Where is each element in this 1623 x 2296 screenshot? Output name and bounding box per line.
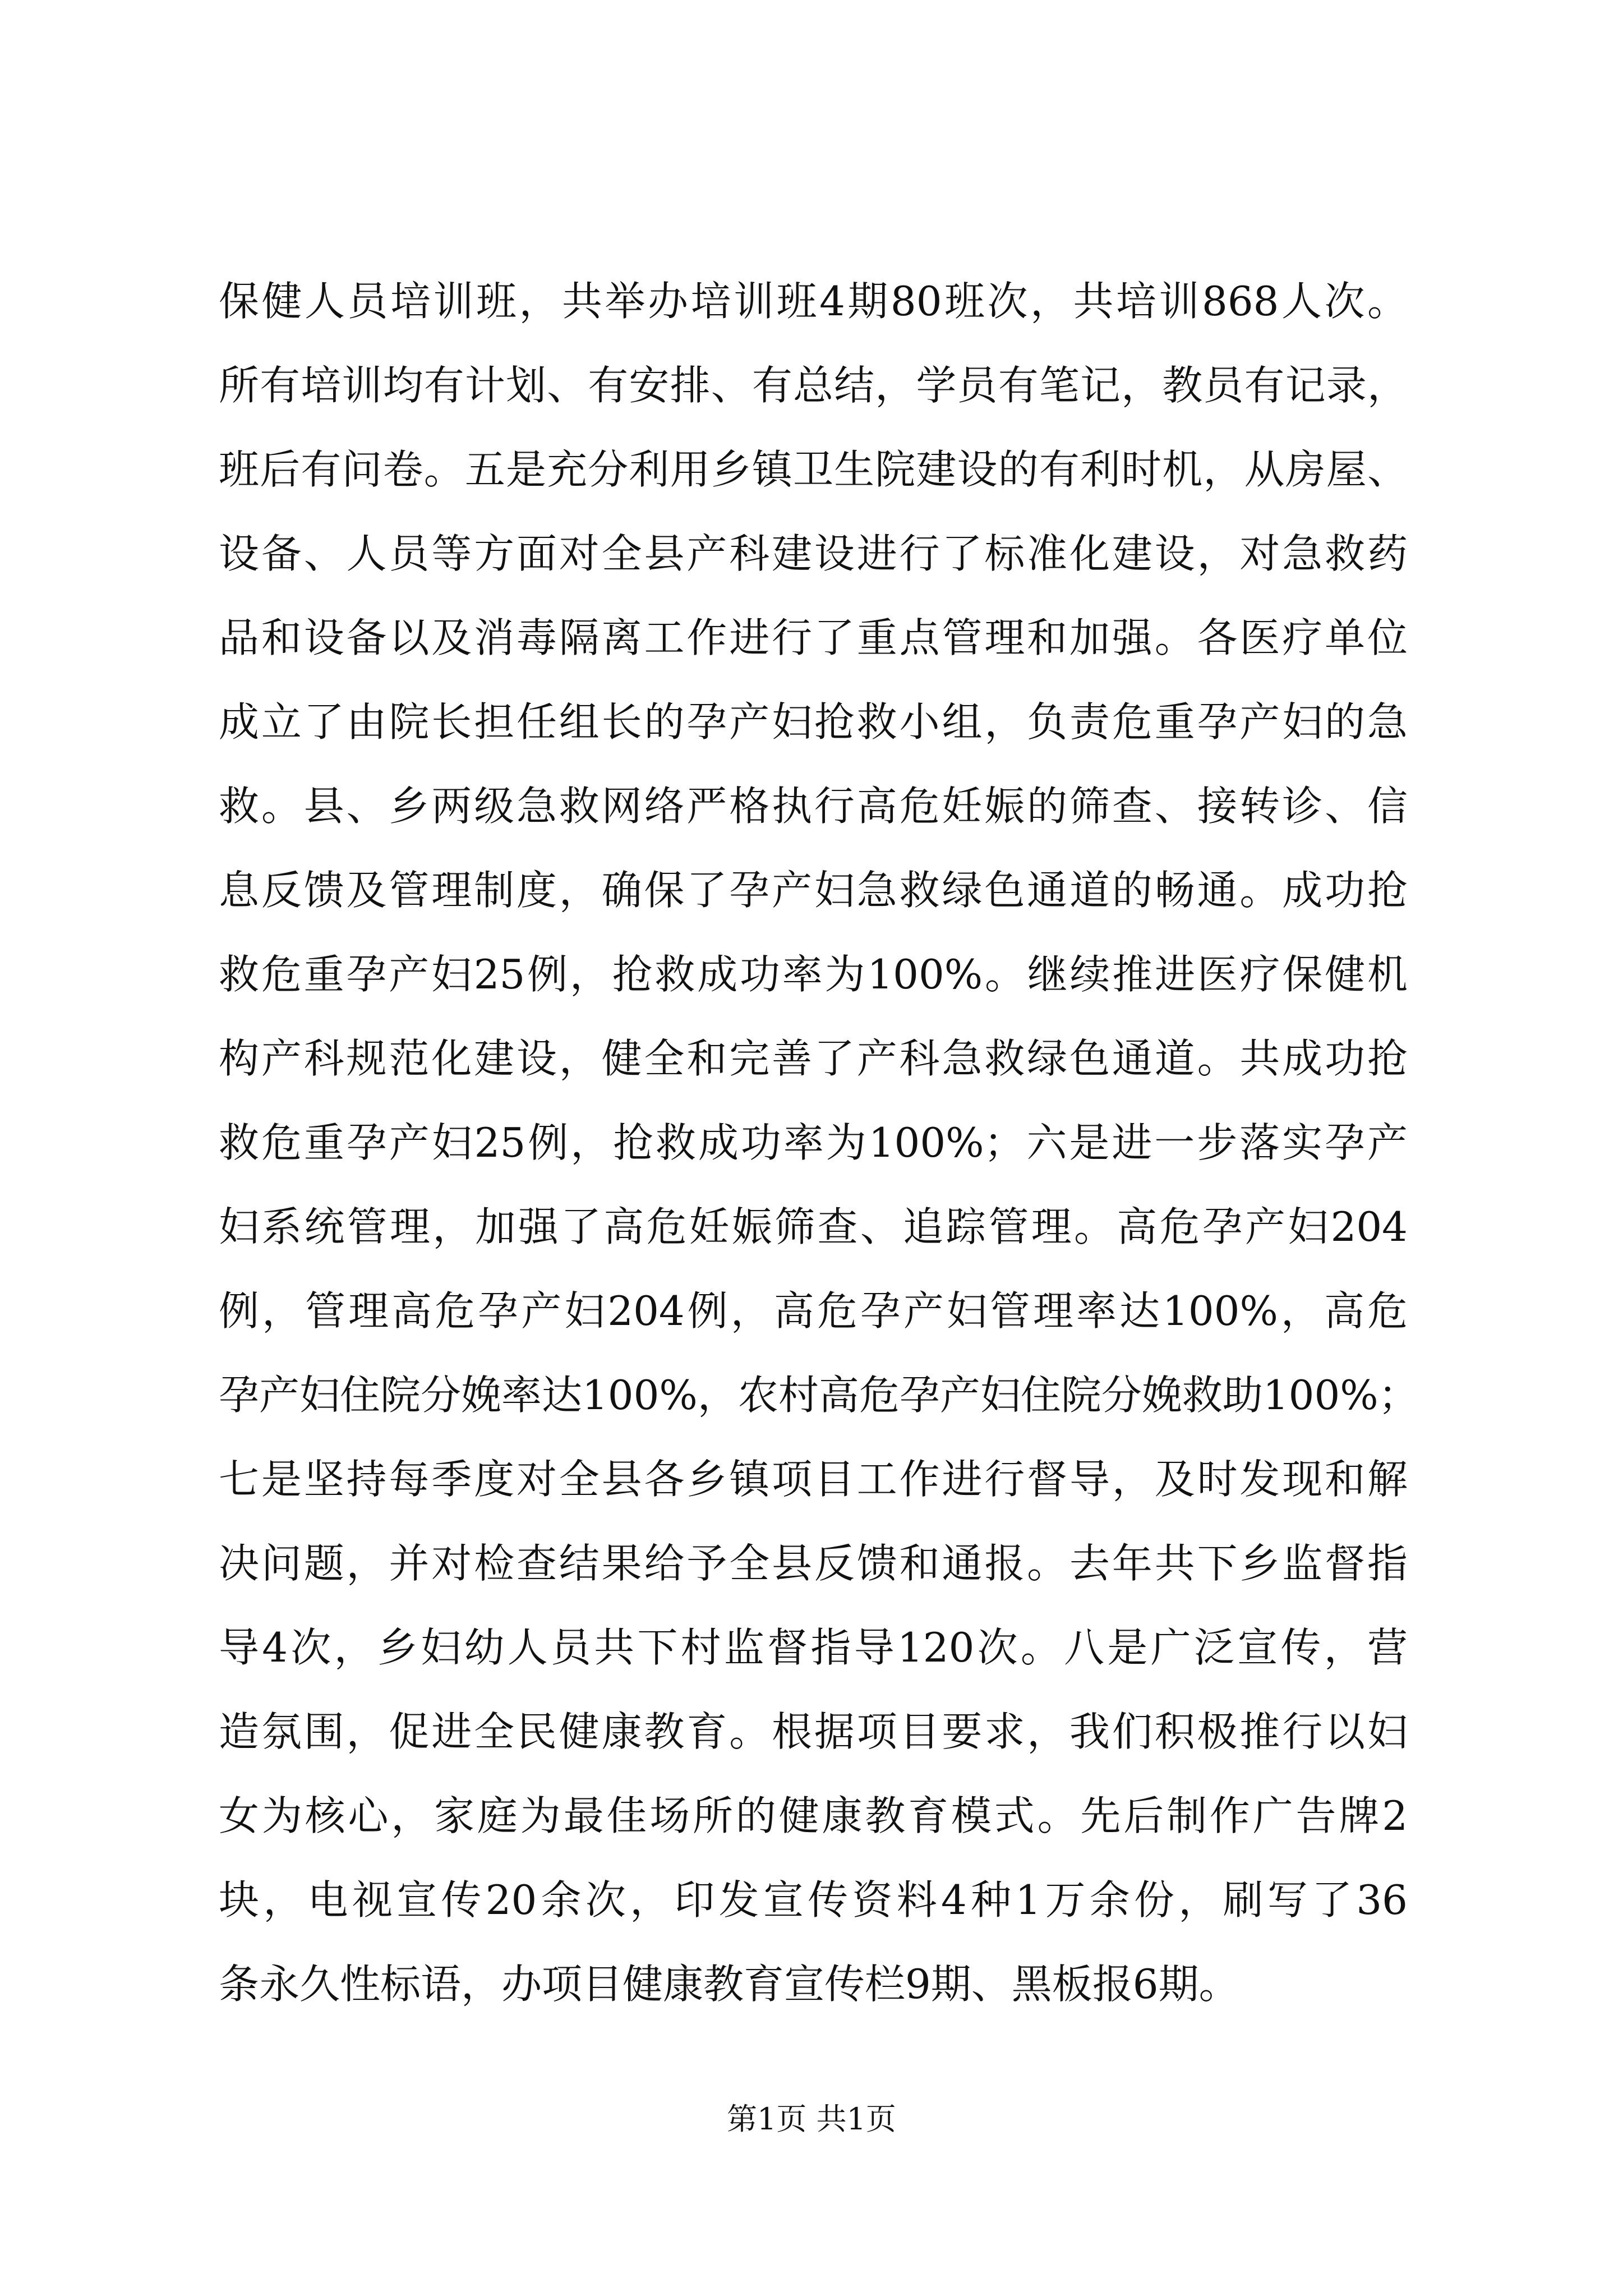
text-line: 块，电视宣传20余次，印发宣传资料4种1万余份，刷写了36 <box>219 1876 1408 1924</box>
text-line: 造氛围，促进全民健康教育。根据项目要求，我们积极推行以妇 <box>219 1708 1408 1755</box>
text-line: 条永久性标语，办项目健康教育宣传栏9期、黑板报6期。 <box>219 1961 1239 2008</box>
text-line: 妇系统管理，加强了高危妊娠筛查、追踪管理。高危孕产妇204 <box>219 1203 1408 1250</box>
text-line: 救。县、乡两级急救网络严格执行高危妊娠的筛查、接转诊、信 <box>219 783 1408 830</box>
text-line: 设备、人员等方面对全县产科建设进行了标准化建设，对急救药 <box>219 530 1408 577</box>
text-line: 决问题，并对检查结果给予全县反馈和通报。去年共下乡监督指 <box>219 1540 1408 1587</box>
text-line: 构产科规范化建设，健全和完善了产科急救绿色通道。共成功抢 <box>219 1035 1408 1082</box>
text-line: 救危重孕产妇25例，抢救成功率为100%；六是进一步落实孕产 <box>219 1119 1408 1166</box>
text-line: 救危重孕产妇25例，抢救成功率为100%。继续推进医疗保健机 <box>219 951 1408 998</box>
text-line: 班后有问卷。五是充分利用乡镇卫生院建设的有利时机，从房屋、 <box>219 446 1408 493</box>
text-line: 保健人员培训班，共举办培训班4期80班次，共培训868人次。 <box>219 278 1408 325</box>
text-line: 孕产妇住院分娩率达100%，农村高危孕产妇住院分娩救助100%； <box>219 1372 1419 1419</box>
text-line: 成立了由院长担任组长的孕产妇抢救小组，负责危重孕产妇的急 <box>219 698 1408 746</box>
text-line: 例，管理高危孕产妇204例，高危孕产妇管理率达100%，高危 <box>219 1287 1408 1335</box>
text-line: 导4次，乡妇幼人员共下村监督指导120次。八是广泛宣传，营 <box>219 1624 1408 1671</box>
text-line: 品和设备以及消毒隔离工作进行了重点管理和加强。各医疗单位 <box>219 614 1408 661</box>
text-line: 息反馈及管理制度，确保了孕产妇急救绿色通道的畅通。成功抢 <box>219 867 1408 914</box>
text-line: 所有培训均有计划、有安排、有总结，学员有笔记，教员有记录， <box>219 362 1408 409</box>
text-line: 七是坚持每季度对全县各乡镇项目工作进行督导，及时发现和解 <box>219 1456 1408 1503</box>
page-number-footer: 第1页 共1页 <box>727 2101 896 2137</box>
text-line: 女为核心，家庭为最佳场所的健康教育模式。先后制作广告牌2 <box>219 1792 1408 1839</box>
body-paragraph <box>219 259 1419 2026</box>
